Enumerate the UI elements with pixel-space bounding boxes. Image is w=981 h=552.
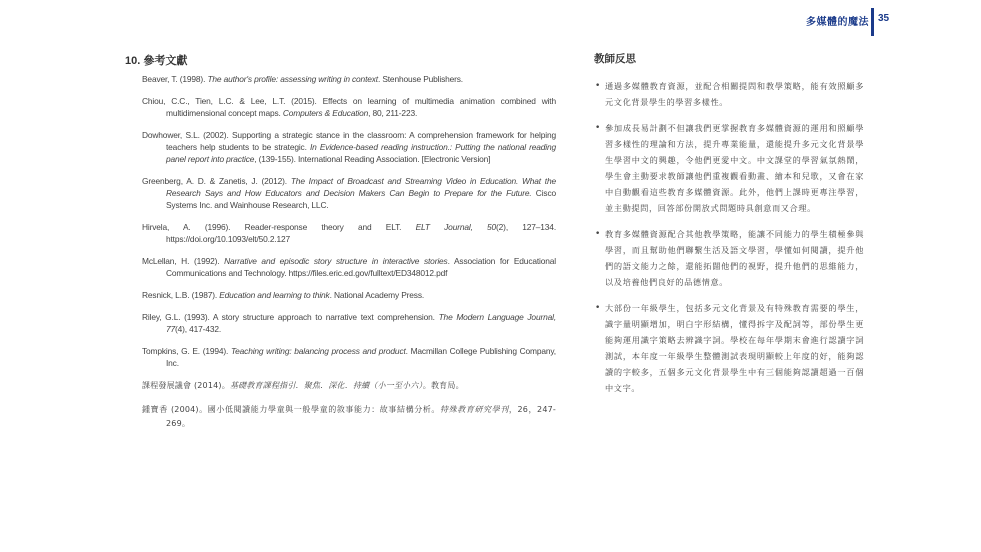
page-number: 35 <box>878 13 890 24</box>
reference-list <box>128 73 556 431</box>
reference-item <box>142 345 556 369</box>
reference-text: Riley, G.L. (1993). A story structure approach to narrative text comprehension. <box>142 312 439 322</box>
reference-title: Computers & Education <box>282 108 369 118</box>
reference-text: , 80, 211-223. <box>368 108 418 118</box>
reference-item <box>142 175 556 211</box>
references-section <box>125 52 557 441</box>
bullet-icon: • <box>595 229 601 239</box>
reference-title: The author's profile: assessing writing in context <box>207 74 378 84</box>
reference-text: , (139-155). International Reading Association. [Electronic Version] <box>254 154 491 164</box>
reference-text: . Association for Educational Communications and Technology. https://files.eric.ed.gov/fulltext/ED348012.pdf <box>166 256 556 278</box>
reflection-item <box>594 300 864 396</box>
reference-text: 課程發展議會 (2014)。 <box>142 381 230 390</box>
reflection-text: 通過多媒體教育資源，並配合相關提問和教學策略，能有效照顧多元文化背景學生的學習多樣性。 <box>605 81 864 107</box>
reference-item <box>142 73 556 85</box>
reference-title: The Modern Language Journal, 77 <box>166 312 556 334</box>
reference-title: ELT Journal, 50 <box>415 222 497 232</box>
reference-text: . Macmillan College Publishing Company, Inc. <box>166 346 556 368</box>
reference-text: (2), 127–134. https://doi.org/10.1093/elt/50.2.127 <box>166 222 556 244</box>
reference-text: ，26，247-269。 <box>166 405 557 428</box>
reference-text: Hirvela, A. (1996). Reader-response theory and ELT. <box>142 222 416 232</box>
reference-item <box>142 289 556 301</box>
reference-item <box>142 255 556 279</box>
reflection-text: 大部份一年級學生，包括多元文化背景及有特殊教育需要的學生，識字量明顯增加，明白字形結構，懂得拆字及配詞等，部份學生更能夠運用識字策略去辨識字詞。學校在每年學期末會進行認讀字詞測試，本年度一年級學生整體測試表現明顯較上年度的好，能夠認讀的字較多，五個多元文化背景學生中有三個能夠認讀超過一百個中文字。 <box>605 303 864 393</box>
reflection-text: 教育多媒體資源配合其他教學策略，能讓不同能力的學生積極參與學習，而且幫助他們聯繫生活及語文學習，學懂如何閱讀，提升他們的語文能力之餘，還能拓闊他們的視野，提升他們的思維能力，以及培養他們良好的品德情意。 <box>605 229 864 287</box>
reflection-text: 參加成長易計劃不但讓我們更掌握教育多媒體資源的運用和照顧學習多樣性的理論和方法，提升專業能量，還能提升多元文化背景學生學習中文的興趣，令他們更愛中文。中文課堂的學習氣氛熱鬧，學生會主動要求教師讓他們重複觀看動畫、繪本和兒歌，又會在家中自動觀看這些教育多媒體資源。此外，他們上課時更專注學習，並主動提問，回答部份開放式問題時具創意而又合理。 <box>605 123 864 213</box>
reflection-item <box>594 120 864 216</box>
reference-text: Beaver, T. (1998). <box>142 74 208 84</box>
reference-text: McLellan, H. (1992). <box>142 256 225 266</box>
reference-text: 鍾寶香 (2004)。國小低閱讀能力學童與一般學童的敘事能力：故事結構分析。 <box>142 405 441 414</box>
reference-item <box>142 95 556 119</box>
reference-item <box>142 221 556 245</box>
reference-title: Narrative and episodic story structure in interactive stories <box>224 256 448 266</box>
reflection-item <box>594 78 864 110</box>
reference-text: 。教育局。 <box>422 381 464 390</box>
reflection-heading: 教師反思 <box>594 53 636 65</box>
reflection-list <box>594 78 864 396</box>
reference-title: 基礎教育課程指引．聚焦．深化．持續（小一至小六） <box>229 381 423 390</box>
reference-text: Tompkins, G. E. (1994). <box>142 346 231 356</box>
reference-item <box>142 379 556 393</box>
reference-title: 特殊教育研究學刊 <box>440 405 509 414</box>
teacher-reflection-section <box>594 51 864 406</box>
reflection-item <box>594 226 864 290</box>
reference-text: Resnick, L.B. (1987). <box>142 290 220 300</box>
reference-title: Teaching writing: balancing process and product <box>230 346 406 356</box>
reference-text: . Stenhouse Publishers. <box>377 74 463 84</box>
running-head: 多媒體的魔法 <box>806 17 869 28</box>
reference-item <box>142 311 556 335</box>
bullet-icon: • <box>595 123 601 133</box>
reference-item <box>142 129 556 165</box>
reference-title: The Impact of Broadcast and Streaming Video in Education. What the Research Says and How Educators and Decision Makers Can Begin to Prepare for the Future. <box>166 176 556 198</box>
reference-text: Chiou, C.C., Tien, L.C. & Lee, L.T. (2015). Effects on learning of multimedia animation combined with multidimensional concept maps. <box>142 96 556 118</box>
bullet-icon: • <box>595 303 601 313</box>
bullet-icon: • <box>595 81 601 91</box>
reference-text: . National Academy Press. <box>329 290 425 300</box>
page-number-bar <box>871 8 874 36</box>
reference-item <box>142 403 556 431</box>
reference-text: Dowhower, S.L. (2002). Supporting a strategic stance in the classroom: A comprehension framework for helping teachers help students to be strategic. <box>142 130 556 152</box>
reference-text: Cisco Systems Inc. and Wainhouse Research, LLC. <box>166 188 556 210</box>
reference-title: In Evidence-based reading instruction.: Putting the national reading panel report into practice <box>166 142 557 164</box>
reference-text: Greenberg, A. D. & Zanetis, J. (2012). <box>142 176 291 186</box>
reference-text: (4), 417-432. <box>175 324 222 334</box>
reference-title: Education and learning to think <box>219 290 330 300</box>
references-heading: 10. 參考文獻 <box>125 55 188 67</box>
